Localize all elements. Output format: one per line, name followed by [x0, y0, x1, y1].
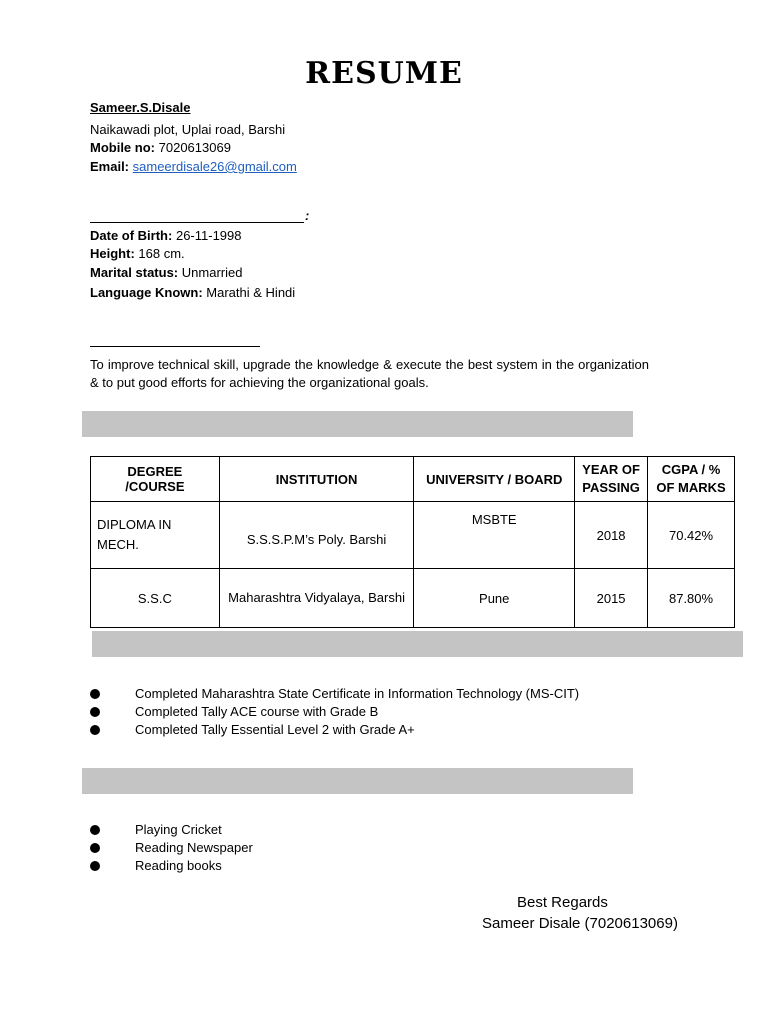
list-item-text: Completed Tally Essential Level 2 with Grade A+ — [135, 722, 415, 737]
bullet-icon — [90, 689, 100, 699]
objective-text: To improve technical skill, upgrade the knowledge & execute the best system in the organization & to put good efforts for achieving the organizational goals. — [90, 357, 649, 390]
table-cell: 87.80% — [648, 569, 735, 628]
marital-label: Marital status: — [90, 265, 179, 280]
column-header: UNIVERSITY / BOARD — [414, 457, 575, 502]
section-header-bar-hobbies — [82, 768, 633, 794]
list-item-text: Completed Tally ACE course with Grade B — [135, 704, 379, 719]
mobile-label: Mobile no: — [90, 140, 155, 155]
table-cell: 70.42% — [648, 502, 735, 569]
table-header-row — [91, 457, 735, 502]
list-item-text: Completed Maharashtra State Certificate in Information Technology (MS-CIT) — [135, 686, 580, 701]
table-row — [91, 569, 735, 628]
email-label: Email: — [90, 159, 130, 174]
marital-line — [90, 265, 242, 280]
certification-list — [90, 686, 650, 740]
resume-title: RESUME — [305, 56, 463, 91]
column-header: DEGREE /COURSE — [91, 457, 220, 502]
column-header: YEAR OF PASSING — [575, 457, 648, 502]
hobbies-list — [90, 822, 650, 876]
section-header-bar-education — [82, 411, 633, 437]
list-item — [90, 686, 650, 704]
table-cell: MSBTE — [414, 502, 575, 569]
table-cell: S.S.C — [91, 569, 220, 628]
section-underline-personal — [90, 222, 304, 223]
table-cell: DIPLOMA IN MECH. — [91, 502, 220, 569]
address: Naikawadi plot, Uplai road, Barshi — [90, 122, 286, 137]
language-label: Language Known: — [90, 285, 203, 300]
list-item-text: Playing Cricket — [135, 822, 222, 837]
candidate-name: Sameer.S.Disale — [90, 100, 191, 115]
section-underline-objective — [90, 346, 260, 347]
bullet-icon — [90, 843, 100, 853]
height-line — [90, 246, 185, 261]
mobile-value: 7020613069 — [158, 140, 231, 155]
bullet-icon — [90, 707, 100, 717]
height-label: Height: — [90, 246, 135, 261]
list-item — [90, 858, 650, 876]
table-cell: S.S.S.P.M’s Poly. Barshi — [219, 502, 414, 569]
list-item — [90, 840, 650, 858]
dob-label: Date of Birth: — [90, 228, 173, 243]
table-cell: Pune — [414, 569, 575, 628]
list-item — [90, 704, 650, 722]
list-item-text: Reading books — [135, 858, 222, 873]
table-cell: 2015 — [575, 569, 648, 628]
section-header-bar-certifications — [92, 631, 743, 657]
table-cell: Maharashtra Vidyalaya, Barshi — [219, 569, 414, 628]
list-item-text: Reading Newspaper — [135, 840, 253, 855]
list-item — [90, 822, 650, 840]
dob-value: 26-11-1998 — [175, 228, 242, 243]
language-line — [90, 285, 295, 300]
bullet-icon — [90, 861, 100, 871]
closing-regards: Best Regards — [517, 894, 608, 911]
email-link[interactable]: sameerdisale26@gmail.com — [132, 159, 297, 174]
section-colon: : — [305, 208, 310, 223]
list-item — [90, 722, 650, 740]
column-header: INSTITUTION — [219, 457, 414, 502]
closing-signature: Sameer Disale (7020613069) — [482, 915, 678, 932]
dob-line — [90, 228, 242, 243]
language-value: Marathi & Hindi — [206, 285, 296, 300]
bullet-icon — [90, 725, 100, 735]
table-cell: 2018 — [575, 502, 648, 569]
column-header: CGPA / % OF MARKS — [648, 457, 735, 502]
table-row — [91, 502, 735, 569]
bullet-icon — [90, 825, 100, 835]
height-value: 168 cm. — [138, 246, 185, 261]
education-table — [90, 456, 735, 628]
marital-value: Unmarried — [181, 265, 243, 280]
email-line — [90, 159, 297, 174]
mobile-line — [90, 140, 231, 155]
